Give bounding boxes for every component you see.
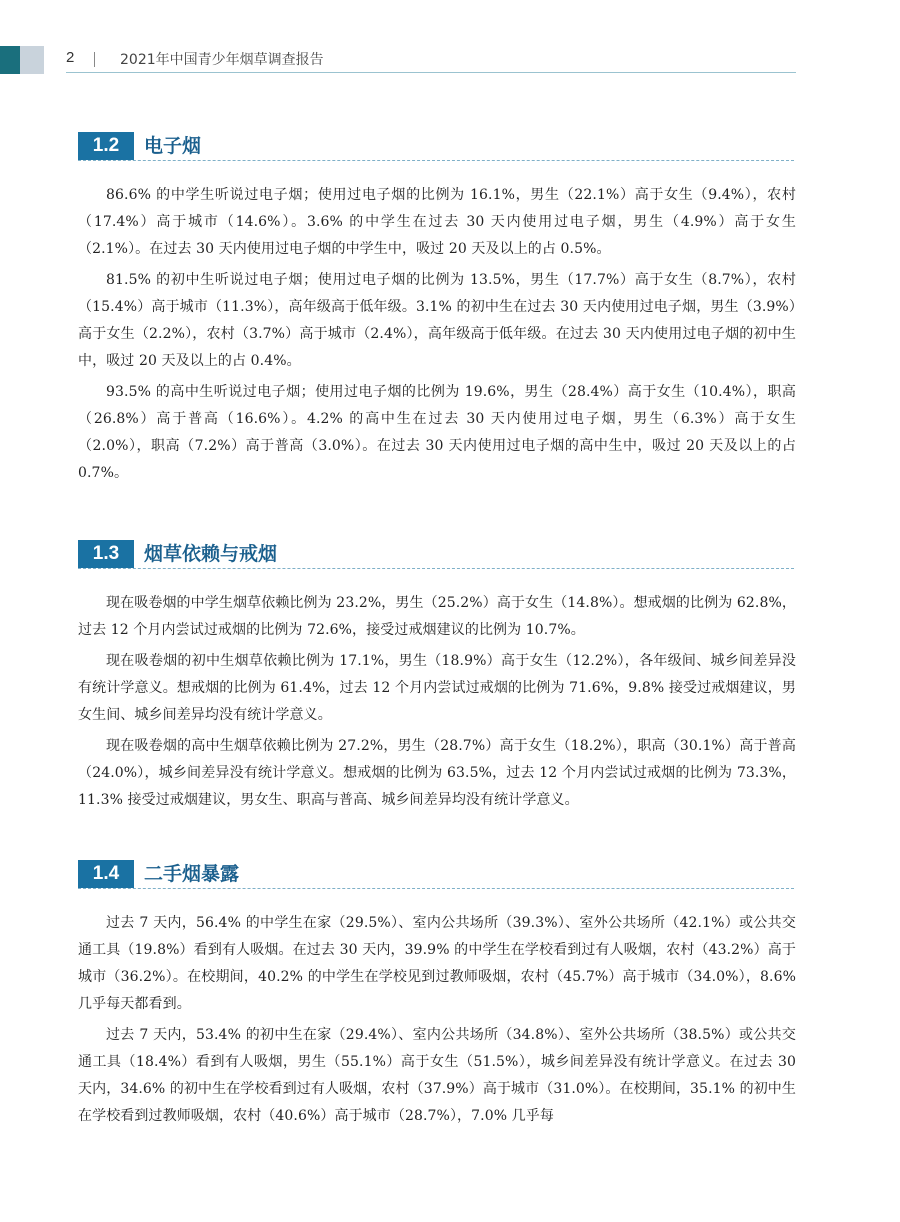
section-rule (78, 888, 794, 889)
section-heading (78, 540, 796, 570)
page-header (0, 0, 900, 80)
paragraph: 过去 7 天内，56.4% 的中学生在家（29.5%）、室内公共场所（39.3%）、室外公共场所（42.1%）或公共交通工具（19.8%）看到有人吸烟。在过去 30 天内，39.9% 的中学生在学校看到过有人吸烟，农村（43.2%）高于城市（36.2%）。在校期间，40.2% 的中学生在学校见到过教师吸烟，农村（45.7%）高于城市（34.0%），8.6% 几乎每天都看到。 (78, 915, 796, 1012)
section-dependence-cessation (78, 540, 796, 818)
section-rule (78, 568, 794, 569)
section-number: 1.4 (78, 860, 134, 888)
section-title: 烟草依赖与戒烟 (144, 543, 278, 565)
paragraph: 86.6% 的中学生听说过电子烟；使用过电子烟的比例为 16.1%，男生（22.1%）高于女生（9.4%），农村（17.4%）高于城市（14.6%）。3.6% 的中学生在过去 30 天内使用过电子烟，男生（4.9%）高于女生（2.1%）。在过去 30 天内使用过电子烟的中学生中，吸过 20 天及以上的占 0.5%。 (78, 187, 796, 257)
page-number: 2 (66, 49, 75, 66)
paragraph: 过去 7 天内，53.4% 的初中生在家（29.4%）、室内公共场所（34.8%）、室外公共场所（38.5%）或公共交通工具（18.4%）看到有人吸烟，男生（55.1%）高于女生（51.5%），城乡间差异没有统计学意义。在过去 30 天内，34.6% 的初中生在学校看到过有人吸烟，农村（37.9%）高于城市（31.0%）。在校期间，35.1% 的初中生在学校看到过教师吸烟，农村（40.6%）高于城市（28.7%），7.0% 几乎每 (78, 1027, 796, 1124)
section-heading (78, 860, 796, 890)
paragraph: 93.5% 的高中生听说过电子烟；使用过电子烟的比例为 19.6%，男生（28.4%）高于女生（10.4%），职高（26.8%）高于普高（16.6%）。4.2% 的高中生在过去 30 天内使用过电子烟，男生（6.3%）高于女生（2.0%），职高（7.2%）高于普高（3.0%）。在过去 30 天内使用过电子烟的高中生中，吸过 20 天及以上的占 0.7%。 (78, 384, 796, 481)
page-content (78, 132, 796, 1124)
paragraph: 81.5% 的初中生听说过电子烟；使用过电子烟的比例为 13.5%，男生（17.7%）高于女生（8.7%），农村（15.4%）高于城市（11.3%），高年级高于低年级。3.1% 的初中生在过去 30 天内使用过电子烟，男生（3.9%）高于女生（2.2%），农村（3.7%）高于城市（2.4%），高年级高于低年级。在过去 30 天内使用过电子烟的初中生中，吸过 20 天及以上的占 0.4%。 (78, 272, 796, 369)
section-title: 二手烟暴露 (144, 863, 240, 885)
paragraph: 现在吸卷烟的高中生烟草依赖比例为 27.2%，男生（28.7%）高于女生（18.2%），职高（30.1%）高于普高（24.0%），城乡间差异没有统计学意义。想戒烟的比例为 63.5%，过去 12 个月内尝试过戒烟的比例为 73.3%，11.3% 接受过戒烟建议，男女生、职高与普高、城乡间差异均没有统计学意义。 (78, 738, 796, 808)
header-rule (66, 72, 796, 73)
section-title: 电子烟 (144, 135, 202, 157)
header-separator (94, 52, 95, 67)
section-number: 1.2 (78, 132, 134, 160)
paragraph: 现在吸卷烟的初中生烟草依赖比例为 17.1%，男生（18.9%）高于女生（12.2%），各年级间、城乡间差异没有统计学意义。想戒烟的比例为 61.4%，过去 12 个月内尝试过戒烟的比例为 71.6%，9.8% 接受过戒烟建议，男女生间、城乡间差异均没有统计学意义。 (78, 653, 796, 723)
section-heading (78, 132, 796, 162)
header-tab-marker-light (20, 46, 44, 74)
report-title: 2021年中国青少年烟草调查报告 (120, 52, 324, 68)
section-rule (78, 160, 794, 161)
section-e-cigarettes (78, 132, 796, 487)
header-tab-marker (0, 46, 20, 74)
paragraph: 现在吸卷烟的中学生烟草依赖比例为 23.2%，男生（25.2%）高于女生（14.8%）。想戒烟的比例为 62.8%，过去 12 个月内尝试过戒烟的比例为 72.6%，接受过戒烟建议的比例为 10.7%。 (78, 595, 796, 638)
section-number: 1.3 (78, 540, 134, 568)
section-secondhand-smoke (78, 860, 796, 1134)
